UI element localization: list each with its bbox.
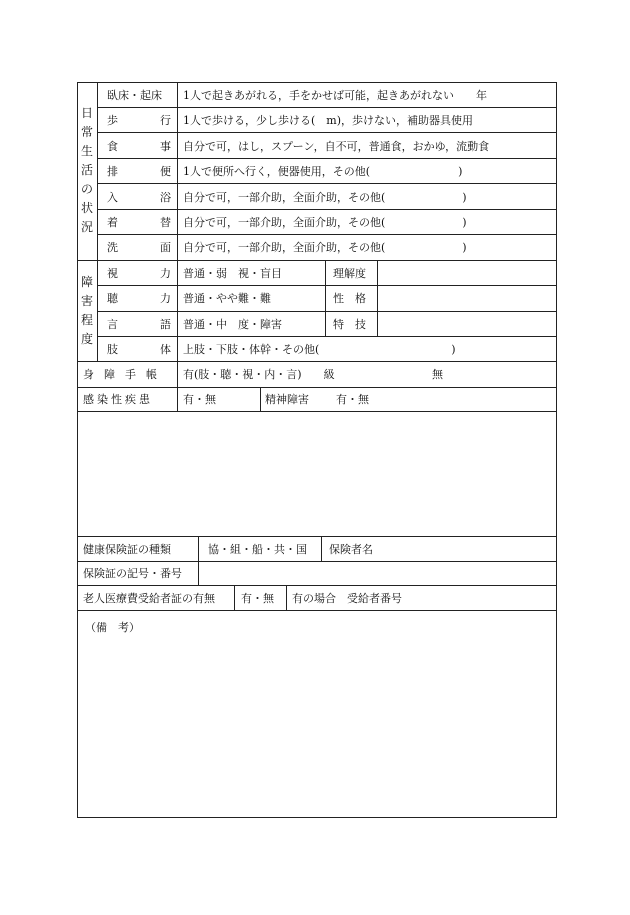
disability-row-label: 視 力 (107, 267, 171, 280)
daily-row-value: 自分で可，一部介助，全面介助，その他( ) (183, 191, 467, 204)
rule (97, 82, 98, 361)
insurance-symbol-label: 保険証の記号・番号 (83, 567, 182, 580)
remarks-label: （備 考） (85, 621, 140, 634)
daily-row-label: 食 事 (107, 140, 171, 153)
rule (198, 536, 199, 585)
rule (77, 260, 557, 261)
daily-row-label: 洗 面 (107, 241, 171, 254)
disability-row-value: 普通・中 度・障害 (183, 318, 282, 331)
elderly-recipient-number-label: 有の場合 受給者番号 (292, 592, 402, 605)
disability-row-extra: 性 格 (333, 292, 366, 305)
daily-row-label: 臥床・起床 (107, 89, 162, 102)
disability-row-value: 普通・やや難・難 (183, 292, 271, 305)
daily-row-value: 自分で可，一部介助，全面介助，その他( ) (183, 241, 467, 254)
disability-row-extra: 理解度 (333, 267, 366, 280)
rule (77, 361, 557, 362)
daily-row-label: 入 浴 (107, 191, 171, 204)
rule (325, 260, 326, 336)
disability-row-label: 言 語 (107, 318, 171, 331)
rule (234, 585, 235, 610)
daily-row-value: 自分で可，はし，スプーン，自不可，普通食，おかゆ，流動食 (183, 140, 490, 153)
rule (97, 209, 557, 210)
rule (77, 387, 557, 388)
insurance-type-value: 協・組・船・共・国 (208, 543, 307, 556)
mental-label: 精神障害 (265, 393, 309, 406)
rule (286, 585, 287, 610)
rule (77, 411, 557, 412)
disability-row-value: 上肢・下肢・体幹・その他( ) (183, 343, 456, 356)
rule (377, 260, 378, 336)
elderly-certificate-value: 有・無 (241, 592, 274, 605)
rule (77, 585, 557, 586)
rule (77, 610, 557, 611)
rule (97, 183, 557, 184)
rule (77, 561, 557, 562)
elderly-certificate-label: 老人医療費受給者証の有無 (83, 592, 215, 605)
rule (97, 311, 557, 312)
handbook-none: 無 (432, 368, 443, 381)
daily-row-label: 排 便 (107, 165, 171, 178)
daily-row-label: 歩 行 (107, 114, 171, 127)
mental-value: 有・無 (336, 393, 369, 406)
rule (97, 158, 557, 159)
infectious-label: 感染性疾患 (83, 393, 153, 406)
rule (321, 536, 322, 561)
rule (177, 82, 178, 411)
rule (77, 536, 557, 537)
disability-group-label: 障害程度 (80, 275, 93, 346)
disability-row-value: 普通・弱 視・盲目 (183, 267, 282, 280)
handbook-label: 身障手帳 (83, 368, 167, 381)
handbook-value: 有(肢・聴・視・内・言) 級 (183, 368, 335, 381)
insurer-name-label: 保険者名 (329, 543, 373, 556)
care-record-form (77, 82, 557, 818)
daily-life-group-label: 日常生活の状況 (80, 106, 93, 234)
daily-row-value: 1人で歩ける，少し歩ける( m)，歩けない，補助器具使用 (183, 114, 474, 127)
disability-row-extra: 特 技 (333, 318, 366, 331)
rule (97, 285, 557, 286)
daily-row-value: 1人で起きあがれる，手をかせば可能，起きあがれない 年 (183, 89, 487, 102)
rule (97, 234, 557, 235)
rule (97, 132, 557, 133)
insurance-type-label: 健康保険証の種類 (83, 543, 171, 556)
rule (97, 107, 557, 108)
disability-row-label: 聴 力 (107, 292, 171, 305)
rule (97, 336, 557, 337)
daily-row-value: 1人で便所へ行く，便器使用，その他( ) (183, 165, 463, 178)
rule (260, 387, 261, 411)
daily-row-label: 着 替 (107, 216, 171, 229)
daily-row-value: 自分で可，一部介助，全面介助，その他( ) (183, 216, 467, 229)
disability-row-label: 肢 体 (107, 343, 171, 356)
infectious-value: 有・無 (183, 393, 216, 406)
